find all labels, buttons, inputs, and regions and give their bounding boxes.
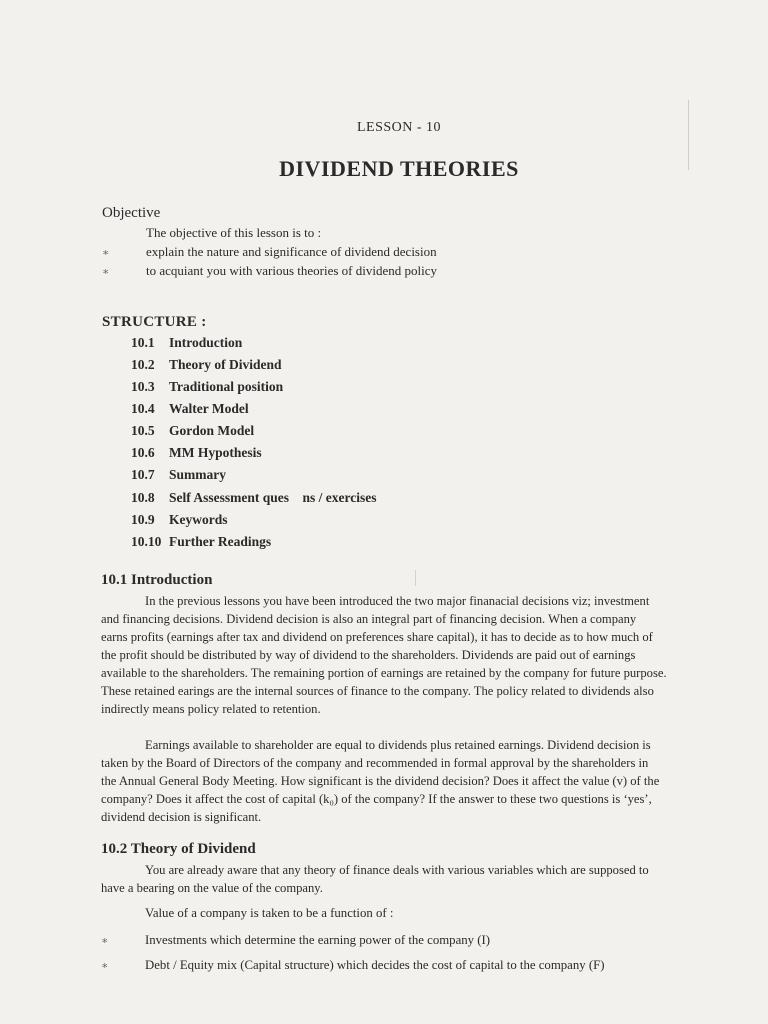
- lesson-number: LESSON - 10: [356, 120, 442, 135]
- structure-item: 10.3 Traditional position: [131, 379, 284, 394]
- theory-item: ∗ Debt / Equity mix (Capital structure) which decides the cost of capital to the company (F): [101, 958, 605, 972]
- structure-item: 10.4 Walter Model: [131, 401, 249, 416]
- section-heading-introduction: 10.1 Introduction: [101, 572, 213, 588]
- structure-item: 10.10 Further Readings: [131, 534, 272, 549]
- intro-paragraph-2: Earnings available to shareholder are equal to dividends plus retained earnings. Dividend decision is: [145, 738, 651, 752]
- asterisk-icon: ∗: [101, 960, 109, 972]
- theory-item: ∗ Investments which determine the earning power of the company (I): [101, 933, 491, 947]
- section-heading-theory: 10.2 Theory of Dividend: [101, 841, 256, 857]
- structure-item: 10.8 Self Assessment ques ns / exercises: [131, 490, 377, 505]
- structure-item: 10.1 Introduction: [131, 335, 243, 350]
- asterisk-icon: ∗: [102, 266, 110, 278]
- structure-item: 10.5 Gordon Model: [131, 423, 255, 438]
- structure-item: 10.9 Keywords: [131, 512, 228, 527]
- structure-item: 10.2 Theory of Dividend: [131, 357, 282, 372]
- structure-item: 10.6 MM Hypothesis: [131, 445, 262, 460]
- theory-paragraph-2: Value of a company is taken to be a function of :: [145, 906, 394, 920]
- theory-paragraph-1: You are already aware that any theory of finance deals with various variables which are supposed to: [145, 863, 649, 877]
- theory-paragraph-1-body: have a bearing on the value of the company.: [101, 881, 323, 895]
- structure-item: 10.7 Summary: [131, 467, 226, 482]
- scan-mark: [688, 100, 689, 170]
- objective-intro: The objective of this lesson is to :: [146, 225, 322, 240]
- intro-paragraph-2-body: taken by the Board of Directors of the company and recommended in formal approval by the shareholders in the Annual General Body Meeting. How significant is the dividend decision? Does it affect the value (v) of the company? Does it affect the cost of capital (k₀) of the company? If the answer to these two questions is ‘yes’, dividend decision is significant.: [101, 756, 660, 824]
- objective-heading: Objective: [102, 205, 161, 221]
- objective-item: ∗ explain the nature and significance of dividend decision: [102, 244, 437, 259]
- asterisk-icon: ∗: [101, 935, 109, 947]
- structure-heading: STRUCTURE :: [102, 314, 207, 330]
- intro-paragraph-1: In the previous lessons you have been introduced the two major finanacial decisions viz; investment: [145, 594, 650, 608]
- asterisk-icon: ∗: [102, 247, 110, 259]
- scan-mark: [415, 570, 416, 586]
- objective-item: ∗ to acquiant you with various theories of dividend policy: [102, 263, 437, 278]
- page-title: DIVIDEND THEORIES: [279, 156, 519, 181]
- intro-paragraph-1-body: and financing decisions. Dividend decision is also an integral part of financing decision. When a company earns profits (earnings after tax and dividend on preferences share capital), it has to decide as to how much of the profit should be distributed by way of dividend to the shareholders. Dividends are paid out of earnings available to the shareholders. The remaining portion of earnings are retained by the company for future purpose. These retained earings are the internal sources of finance to the company. The policy related to dividends also indirectly means policy related to retention.: [101, 612, 667, 716]
